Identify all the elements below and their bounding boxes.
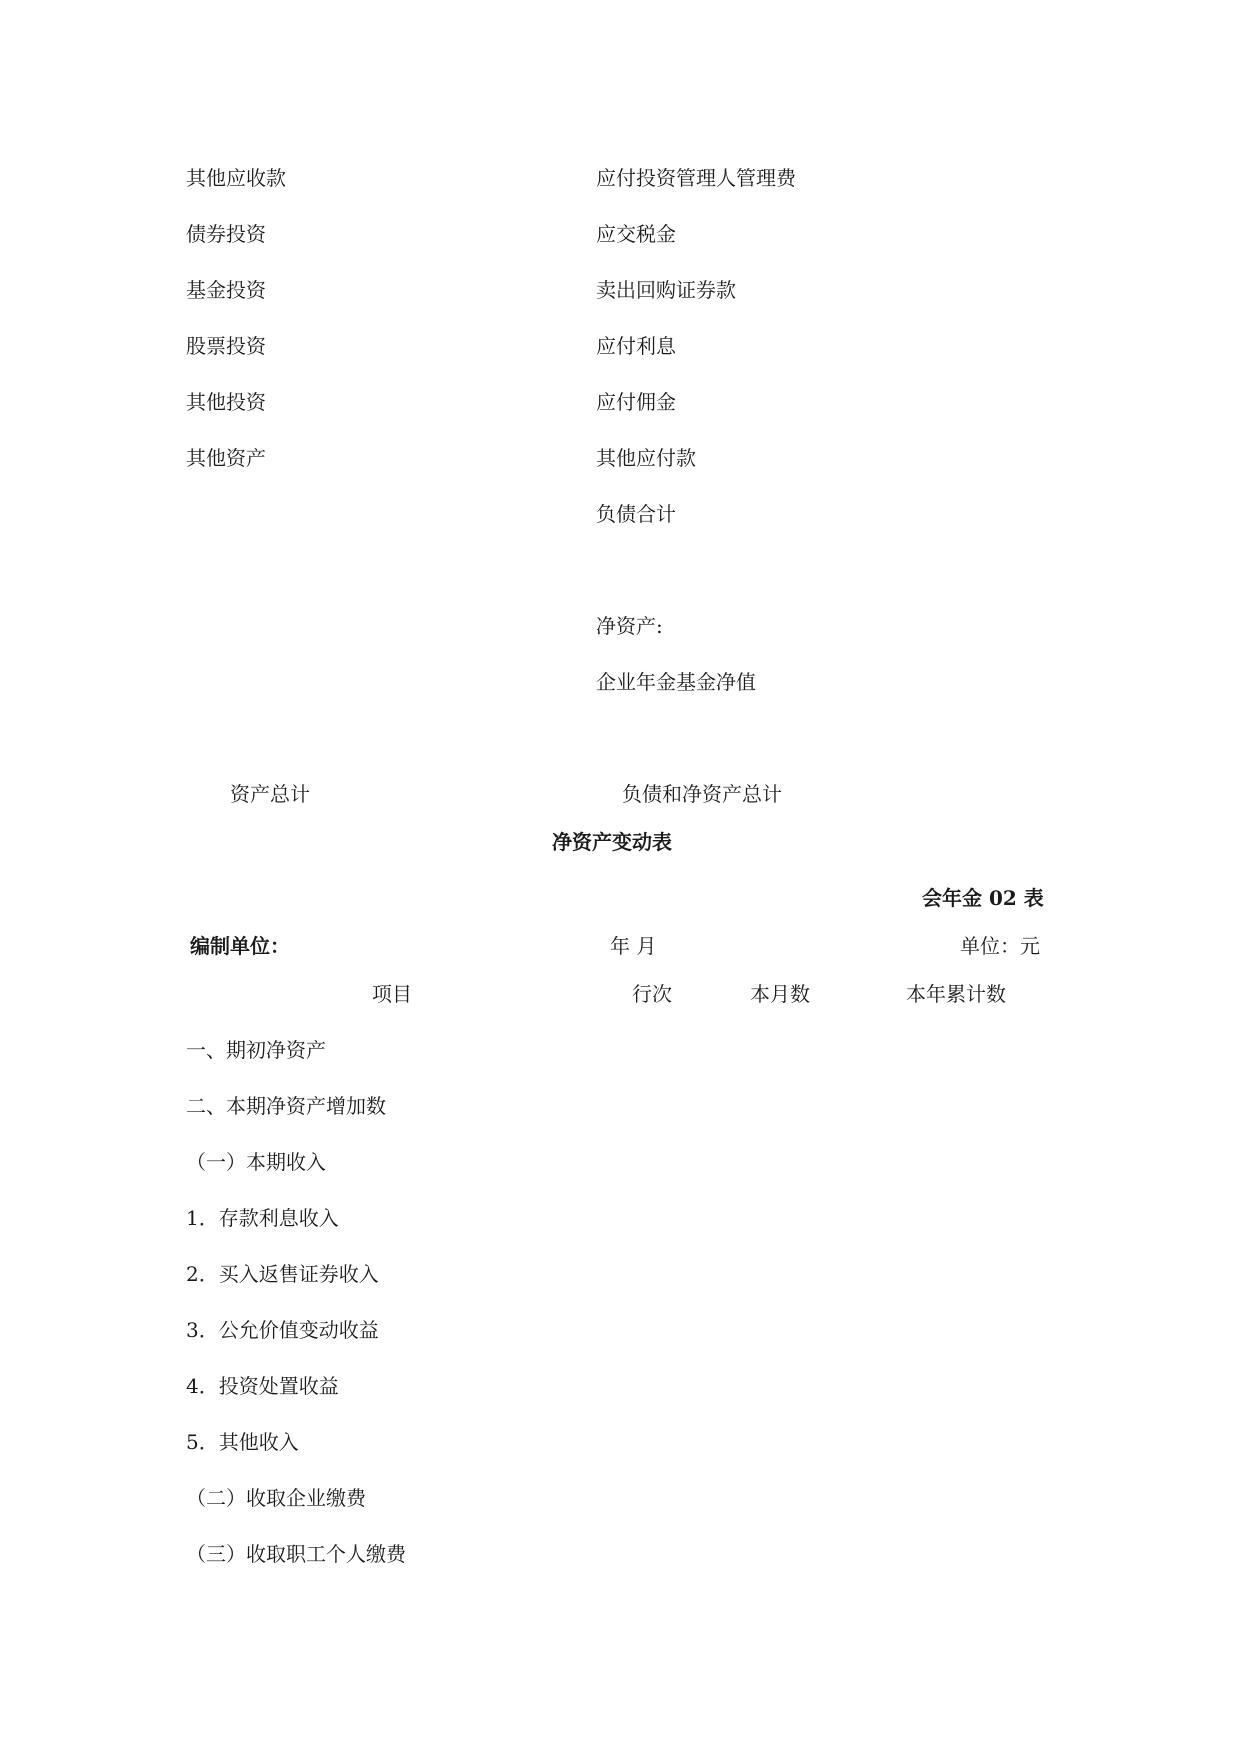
currency-unit-label: 单位：元	[960, 934, 1040, 958]
asset-item: 其他应收款	[186, 166, 286, 190]
column-header-line-no: 行次	[632, 982, 672, 1006]
total-liabilities: 负债合计	[596, 502, 676, 526]
column-header-year-to-date: 本年累计数	[906, 982, 1006, 1006]
net-assets-heading: 净资产:	[596, 614, 663, 638]
liability-item: 应付佣金	[596, 390, 676, 414]
form-code: 会年金 02 表	[922, 886, 1044, 910]
statement-row: 二、本期净资产增加数	[186, 1094, 386, 1118]
statement-row: 5．其他收入	[186, 1430, 299, 1454]
statement-title: 净资产变动表	[552, 830, 672, 854]
period-label: 年 月	[610, 934, 657, 958]
statement-row: 3．公允价值变动收益	[186, 1318, 379, 1342]
preparing-unit-label: 编制单位：	[190, 934, 290, 958]
liability-item: 应付投资管理人管理费	[596, 166, 796, 190]
liability-item: 应付利息	[596, 334, 676, 358]
statement-row: （三）收取职工个人缴费	[186, 1542, 406, 1566]
liability-item: 卖出回购证券款	[596, 278, 736, 302]
liability-item: 其他应付款	[596, 446, 696, 470]
statement-row: 2．买入返售证券收入	[186, 1262, 379, 1286]
statement-row: （二）收取企业缴费	[186, 1486, 366, 1510]
statement-row: 1．存款利息收入	[186, 1206, 339, 1230]
statement-row: 4．投资处置收益	[186, 1374, 339, 1398]
asset-item: 其他投资	[186, 390, 266, 414]
column-header-this-month: 本月数	[750, 982, 810, 1006]
column-header-item: 项目	[372, 982, 412, 1006]
net-assets-item: 企业年金基金净值	[596, 670, 756, 694]
liability-item: 应交税金	[596, 222, 676, 246]
asset-item: 其他资产	[186, 446, 266, 470]
statement-row: 一、期初净资产	[186, 1038, 326, 1062]
asset-item: 股票投资	[186, 334, 266, 358]
statement-row: （一）本期收入	[186, 1150, 326, 1174]
asset-item: 债券投资	[186, 222, 266, 246]
total-assets: 资产总计	[230, 782, 310, 806]
total-liabilities-and-net-assets: 负债和净资产总计	[622, 782, 782, 806]
asset-item: 基金投资	[186, 278, 266, 302]
